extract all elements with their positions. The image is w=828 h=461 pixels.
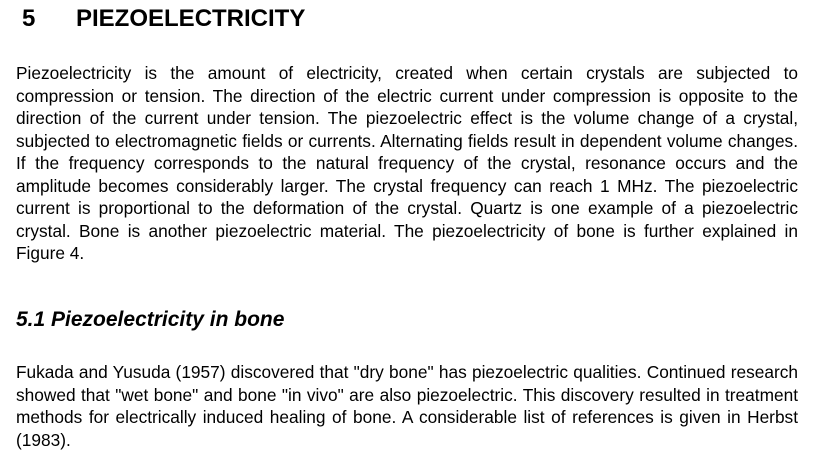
paragraph-piezoelectricity-in-bone: Fukada and Yusuda (1957) discovered that "dry bone" has piezoelectric qualities. Continued research showed that "wet bone" and bone "in vivo" are also piezoelectric. This discovery resulted in treatment methods for electrically induced healing of bone. A considerable list of references is given in Herbst (1983). [16, 362, 798, 450]
chapter-heading [22, 4, 305, 34]
section-heading: 5.1 Piezoelectricity in bone [16, 308, 285, 331]
paragraph-piezoelectricity: Piezoelectricity is the amount of electricity, created when certain crystals are subjected to compression or tension. The direction of the electric current under compression is opposite to the direction of the current under tension. The piezoelectric effect is the volume change of a crystal, subjected to electromagnetic fields or currents. Alternating fields result in dependent volume changes. If the frequency corresponds to the natural frequency of the crystal, resonance occurs and the amplitude becomes considerably larger. The crystal frequency can reach 1 MHz. The piezoelectric current is proportional to the deformation of the crystal. Quartz is one example of a piezoelectric crystal. Bone is another piezoelectric material. The piezoelectricity of bone is further explained in Figure 4. [16, 63, 798, 263]
chapter-number: 5 [22, 5, 36, 32]
chapter-title: PIEZOELECTRICITY [76, 5, 306, 32]
